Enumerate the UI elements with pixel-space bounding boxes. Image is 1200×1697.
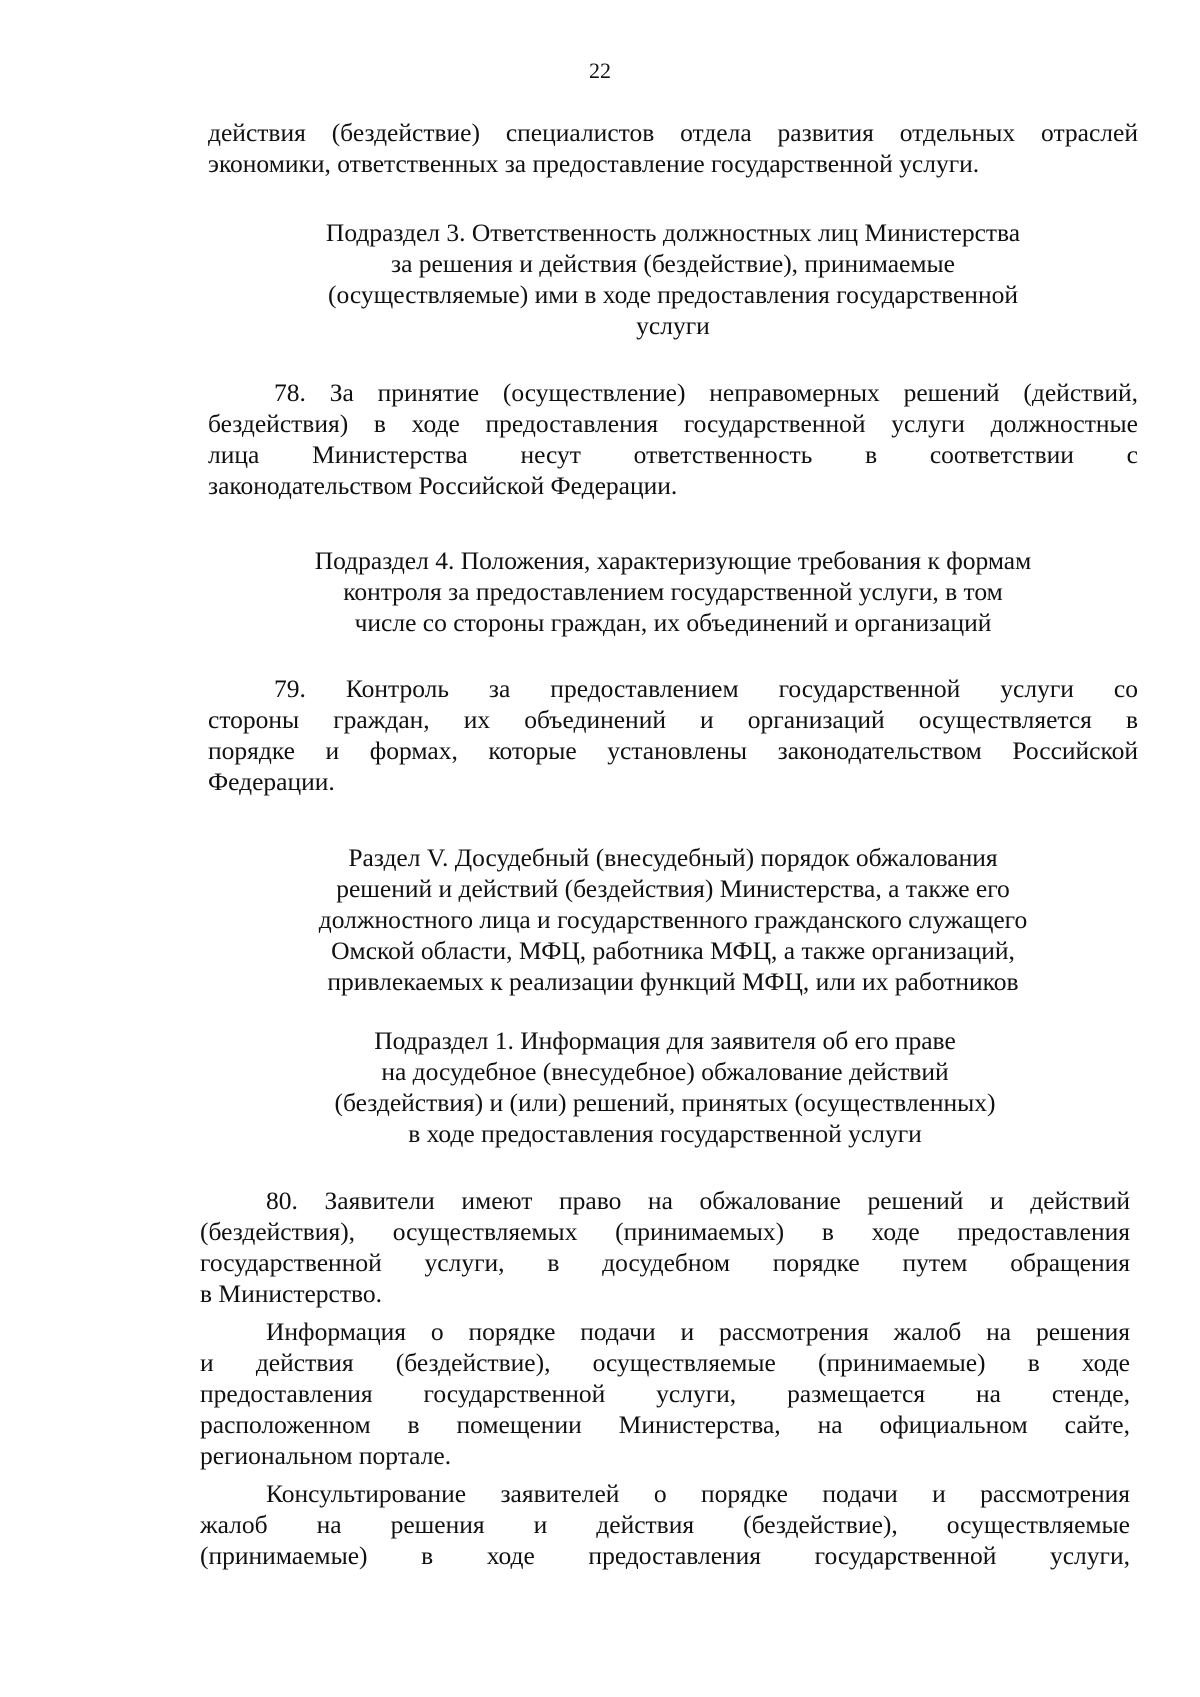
heading-subsection-1 [200,1025,1130,1149]
text-line: бездействия) в ходе предоставления государственной услуги должностные [208,409,1138,438]
heading-line: в ходе предоставления государственной услуги [408,1119,922,1148]
heading-subsection-3 [208,217,1138,341]
heading-line: на досудебное (внесудебное) обжалование действий [381,1057,949,1086]
heading-subsection-4 [208,545,1138,638]
text-line: Информация о порядке подачи и рассмотрения жалоб на решения [266,1317,1130,1346]
text-line: (бездействия), осуществляемых (принимаемых) в ходе предоставления [200,1217,1130,1246]
text-line: лица Министерства несут ответственность в соответствии с [208,440,1138,469]
text-line: 79. Контроль за предоставлением государственной услуги со [274,674,1138,703]
heading-line: за решения и действия (бездействие), принимаемые [391,249,955,278]
text-line: стороны граждан, их объединений и организаций осуществляется в [208,705,1138,734]
paragraph-consulting [200,1478,1130,1571]
text-line: государственной услуги, в досудебном порядке путем обращения [200,1248,1130,1277]
heading-line: (бездействия) и (или) решений, принятых (осуществленных) [334,1088,996,1117]
heading-line: решений и действий (бездействия) Министерства, а также его [336,874,1010,903]
text-line: жалоб на решения и действия (бездействие), осуществляемые [200,1510,1130,1539]
heading-line: Раздел V. Досудебный (внесудебный) порядок обжалования [348,843,998,872]
paragraph-78 [208,377,1138,501]
text-line: законодательством Российской Федерации. [208,471,678,500]
text-line: 80. Заявители имеют право на обжалование решений и действий [266,1186,1130,1215]
text-line: 78. За принятие (осуществление) неправомерных решений (действий, [274,378,1138,407]
heading-line: Подраздел 1. Информация для заявителя об его праве [374,1026,956,1055]
heading-line: числе со стороны граждан, их объединений и организаций [354,608,992,637]
text-line: предоставления государственной услуги, размещается на стенде, [200,1379,1130,1408]
text-line: расположенном в помещении Министерства, на официальном сайте, [200,1410,1130,1439]
text-line: порядке и формах, которые установлены законодательством Российской [208,736,1138,765]
text-line: и действия (бездействие), осуществляемые (принимаемые) в ходе [200,1348,1130,1377]
heading-line: услуги [636,311,710,340]
text-line: (принимаемые) в ходе предоставления государственной услуги, [200,1541,1130,1570]
text-line: действия (бездействие) специалистов отдела развития отдельных отраслей [208,118,1138,147]
heading-line: (осуществляемые) ими в ходе предоставления государственной [328,280,1018,309]
heading-section-5 [208,842,1138,997]
text-line: Федерации. [208,767,335,796]
heading-line: Подраздел 4. Положения, характеризующие требования к формам [314,546,1032,575]
text-line: экономики, ответственных за предоставление государственной услуги. [208,149,980,178]
page-number: 22 [589,58,611,83]
text-line: Консультирование заявителей о порядке подачи и рассмотрения [266,1479,1130,1508]
heading-line: Омской области, МФЦ, работника МФЦ, а также организаций, [331,936,1015,965]
paragraph-79 [208,673,1138,797]
heading-line: должностного лица и государственного гражданского служащего [318,905,1028,934]
heading-line: Подраздел 3. Ответственность должностных лиц Министерства [325,218,1021,247]
heading-line: привлекаемых к реализации функций МФЦ, или их работников [327,967,1019,996]
paragraph-complaint-info [200,1316,1130,1471]
text-line: в Министерство. [200,1279,383,1308]
paragraph-continuation [208,117,1138,179]
heading-line: контроля за предоставлением государственной услуги, в том [343,577,1003,606]
paragraph-80 [200,1185,1130,1309]
text-line: региональном портале. [200,1441,452,1470]
